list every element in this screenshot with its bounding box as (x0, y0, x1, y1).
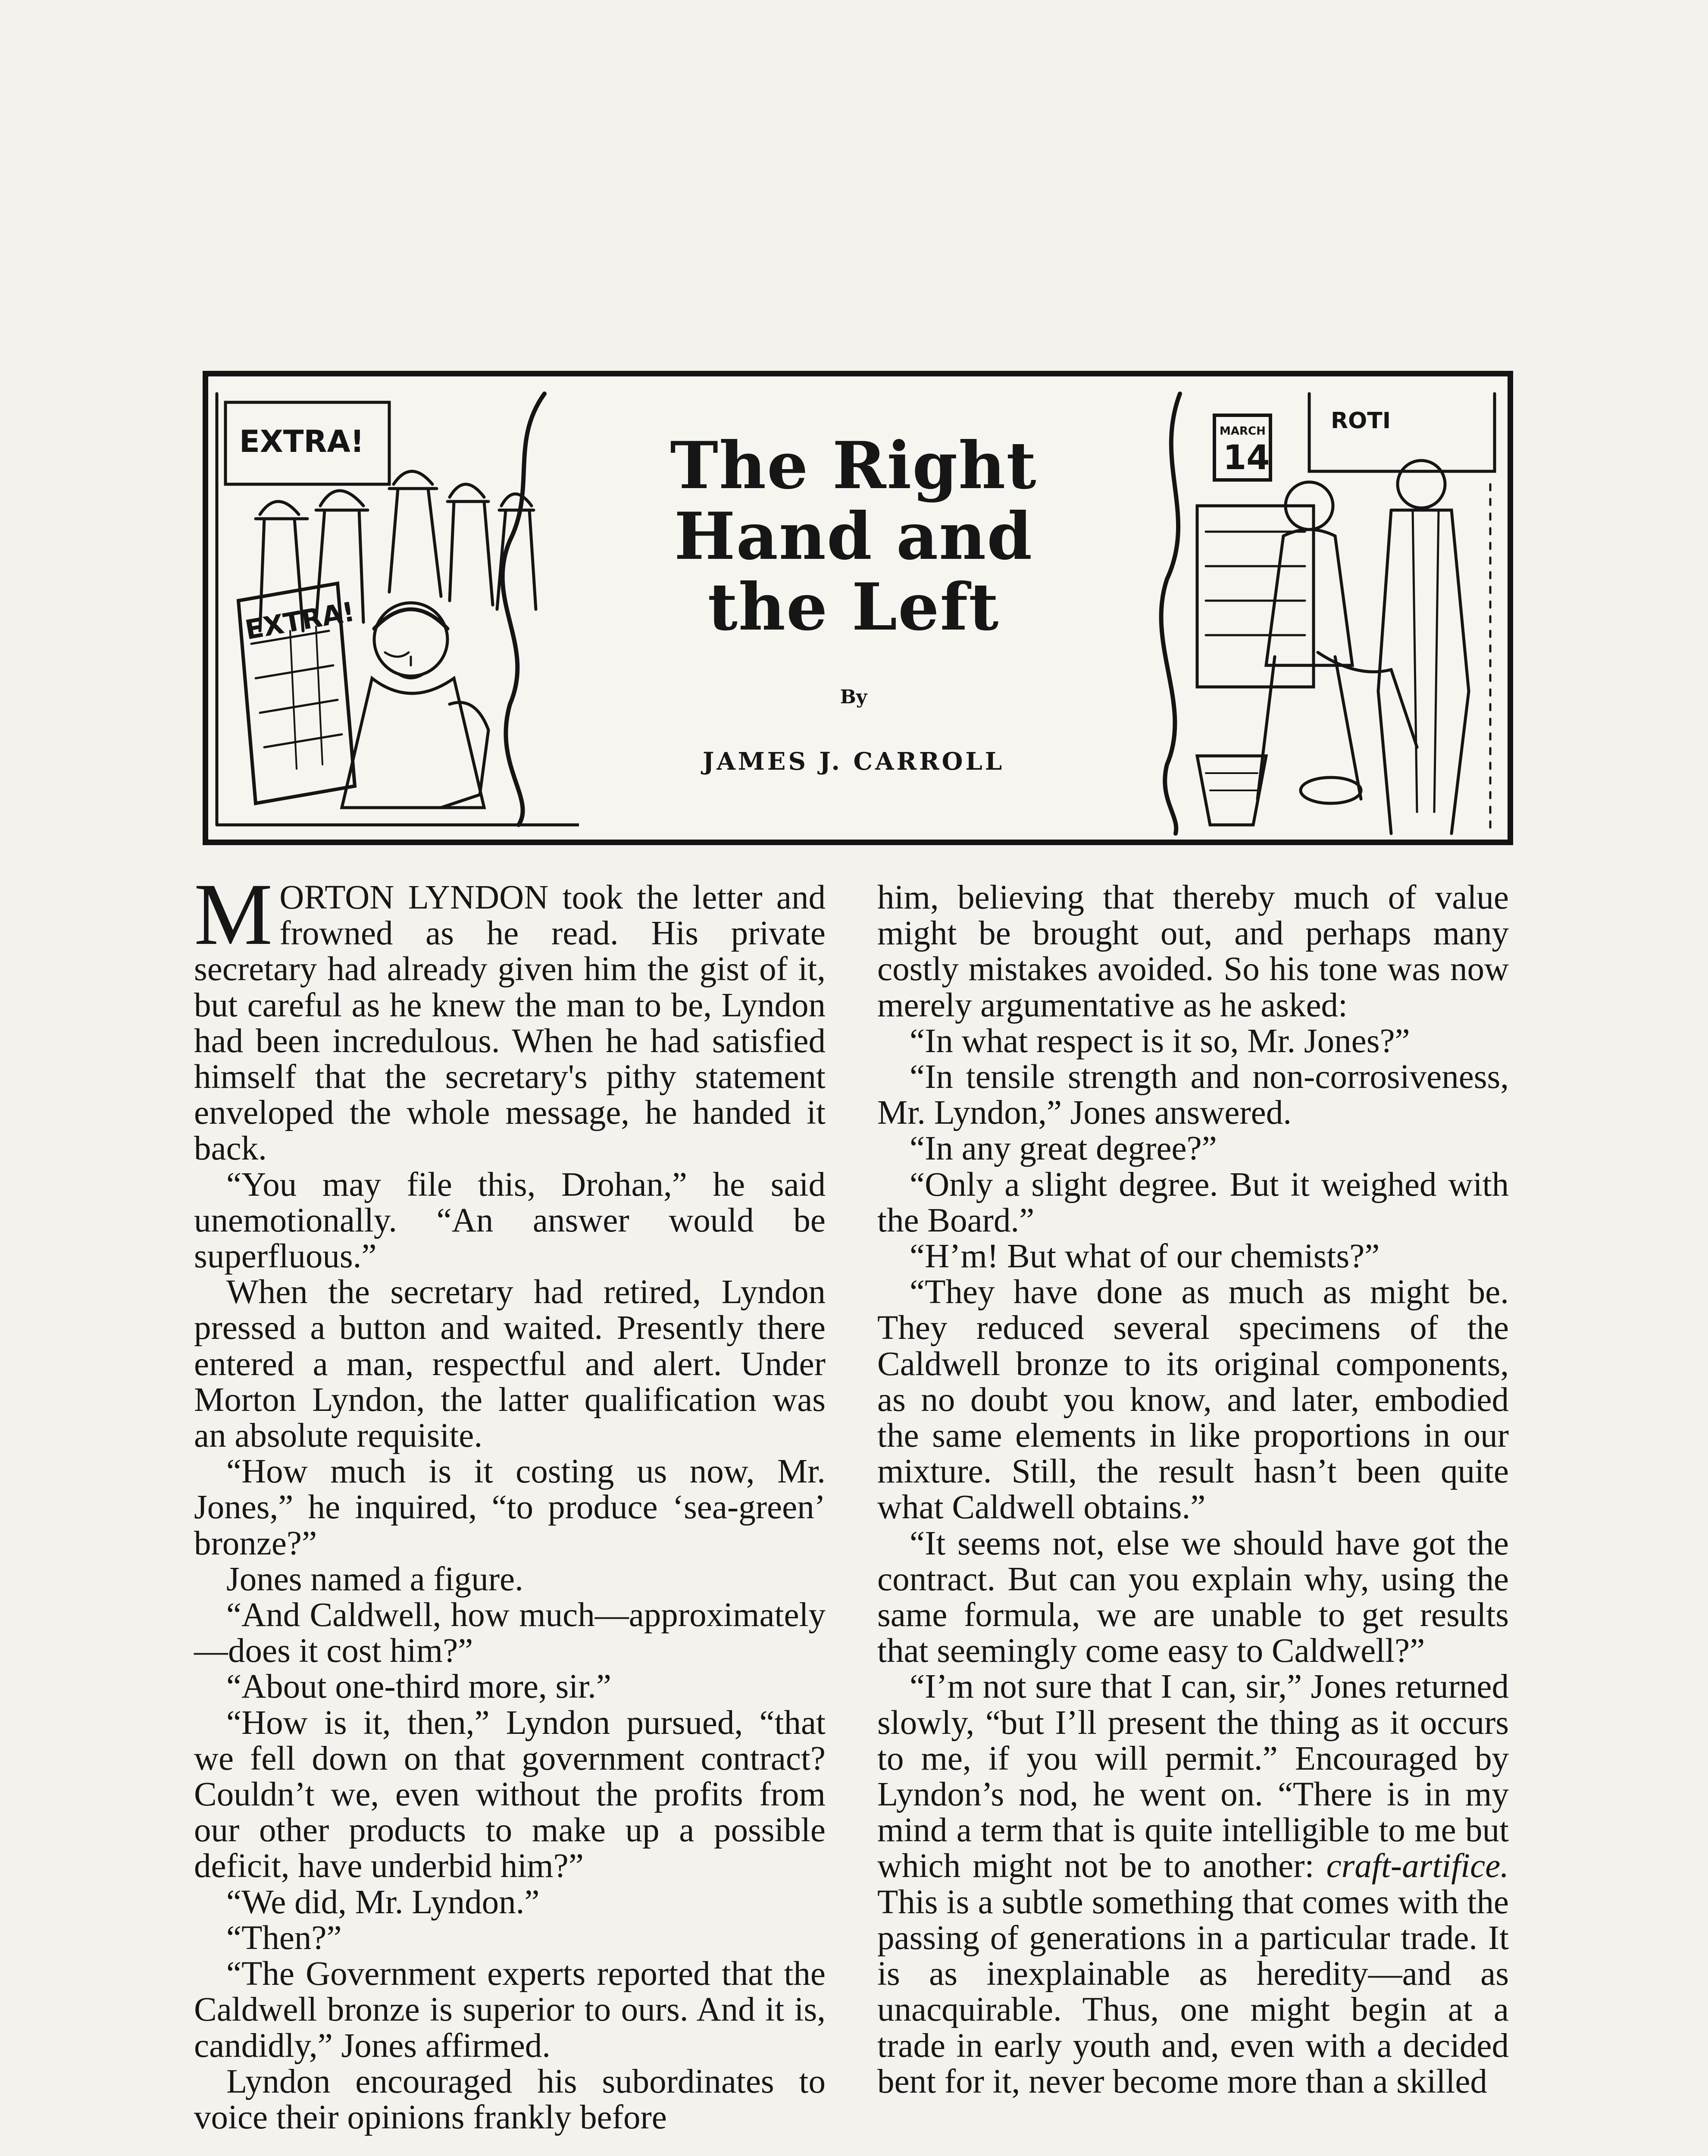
paragraph (877, 1167, 1509, 1238)
illustration-paper-text: EXTRA! (242, 595, 357, 646)
paragraph (877, 1238, 1509, 1274)
paragraph-text: “I’m not sure that I can, sir,” Jones returned slowly, “but I’ll present the thing as it occurs to me, if you will permit.” Encouraged by Lyndon’s nod, he went on. “There is in my mind a term that is quite intelligible to me but which might not be to another: (877, 1668, 1509, 1885)
paragraph-text: “They have done as much as might be. They reduced several specimens of the Caldwell bronze to its original components, as no doubt you know, and later, embodied the same elements in like proportions in our mixture. Still, the result hasn’t been quite what Caldwell obtains.” (877, 1273, 1509, 1526)
paragraph (877, 880, 1509, 1023)
paragraph (194, 1705, 826, 1884)
paragraph (194, 1167, 826, 1275)
paragraph-text: “In any great degree?” (910, 1130, 1217, 1168)
paragraph-text: “H’m! But what of our chemists?” (910, 1238, 1380, 1275)
paragraph-text: When the secretary had retired, Lyndon pressed a button and waited. Presently there entered a man, respectful and alert. Under Morton Lyndon, the latter qualification was an absolute requisite. (194, 1273, 826, 1455)
drop-cap: M (194, 865, 273, 963)
paragraph-text-continued: This is a subtle something that comes with the passing of generations in a particular trade. It is as inexplainable as heredity—and as unacquirable. Thus, one might begin at a trade in early youth and, even with a decided bent for it, never become more than a skilled (877, 1883, 1509, 2100)
text-column-right (877, 880, 1509, 2100)
illustration-sign-text: EXTRA! (239, 424, 364, 459)
paragraph (194, 2064, 826, 2135)
paragraph-text: Jones named a figure. (226, 1560, 523, 1598)
paragraph-text: “It seems not, else we should have got the contract. But can you explain why, using the same formula, we are unable to get results that seemingly come easy to Caldwell?” (877, 1524, 1509, 1670)
paragraph-text: him, believing that thereby much of value might be brought out, and perhaps many costly mistakes avoided. So his tone was now merely argumentative as he asked: (877, 879, 1509, 1024)
paragraph-text: “In tensile strength and non-corrosiveness, Mr. Lyndon,” Jones answered. (877, 1058, 1509, 1132)
story-title: The Right Hand and the Left (670, 428, 1037, 645)
paragraph-text: “How much is it costing us now, Mr. Jones,” he inquired, “to produce ‘sea-green’ bronze?” (194, 1453, 826, 1562)
paragraph-text: “In what respect is it so, Mr. Jones?” (910, 1022, 1410, 1060)
paragraph (194, 1920, 826, 1956)
paragraph (194, 1669, 826, 1705)
office-illustration (1128, 376, 1508, 840)
paragraph (194, 1561, 826, 1597)
paragraph (194, 1597, 826, 1669)
paragraph (877, 1059, 1509, 1131)
paragraph (194, 1956, 826, 2064)
paragraph-text: ORTON LYNDON took the letter and frowned as he read. His private secretary had already given him the gist of it, but careful as he knew the man to be, Lyndon had been incredulous. When he had satisfied himself that the secretary's pithy statement enveloped the whole message, he handed it back. (194, 879, 826, 1168)
paragraph (877, 1526, 1509, 1669)
title-block (596, 376, 1111, 840)
paragraph-text: “And Caldwell, how much—approximately—does it cost him?” (194, 1596, 826, 1670)
paragraph (194, 1454, 826, 1561)
paragraph (194, 1884, 826, 1920)
byline-by: By (840, 686, 867, 708)
paragraph-text: “We did, Mr. Lyndon.” (226, 1883, 540, 1921)
paragraph (877, 1669, 1509, 2099)
text-column-left (194, 865, 826, 2136)
calendar-day-text: 14 (1223, 439, 1270, 477)
paragraph (877, 1023, 1509, 1059)
paragraph (194, 865, 826, 1168)
paragraph-text: “About one-third more, sir.” (226, 1668, 611, 1706)
paragraph-text: Lyndon encouraged his subordinates to voice their opinions frankly before (194, 2062, 826, 2136)
door-text: ROTI (1331, 408, 1391, 434)
paragraph-text: “The Government experts reported that the Caldwell bronze is superior to ours. And it is, candidly,” Jones affirmed. (194, 1955, 826, 2065)
author-name: JAMES J. CARROLL (702, 747, 1005, 776)
paragraph (877, 1131, 1509, 1166)
paragraph (877, 1274, 1509, 1525)
newsboy-illustration (208, 376, 579, 840)
calendar-month-text: MARCH (1220, 425, 1266, 438)
italic-term: craft-artifice. (1326, 1847, 1509, 1885)
paragraph-text: “You may file this, Drohan,” he said unemotionally. “An answer would be superfluous.” (194, 1166, 826, 1275)
paragraph (194, 1274, 826, 1454)
title-banner (203, 371, 1513, 845)
paragraph-text: “Then?” (226, 1919, 342, 1957)
paragraph-text: “How is it, then,” Lyndon pursued, “that we fell down on that government contract? Couldn’t we, even without the profits from our other products to make up a possible deficit, have underbid him?” (194, 1704, 826, 1885)
paragraph-text: “Only a slight degree. But it weighed with the Board.” (877, 1166, 1509, 1239)
